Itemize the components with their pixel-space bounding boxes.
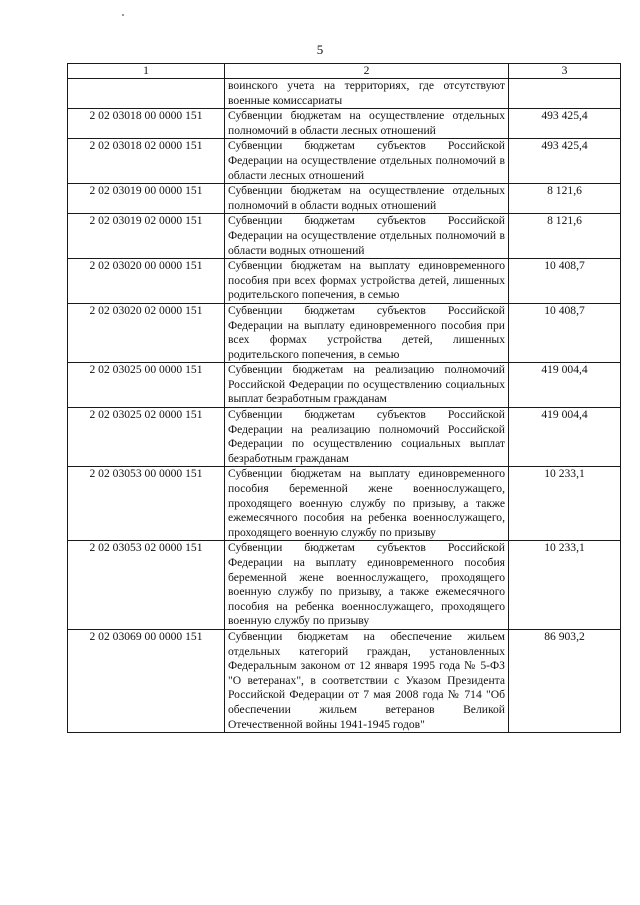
budget-subventions-table <box>67 63 621 733</box>
table-row <box>68 467 621 541</box>
amount-cell: 10 408,7 <box>509 259 621 304</box>
scan-speck <box>122 14 124 16</box>
table-row <box>68 363 621 408</box>
amount-cell: 10 233,1 <box>509 467 621 541</box>
amount-cell <box>509 79 621 109</box>
table-body <box>68 79 621 733</box>
amount-cell: 419 004,4 <box>509 363 621 408</box>
amount-cell: 86 903,2 <box>509 629 621 732</box>
description-cell: Субвенции бюджетам субъектов Российской Федерации на осуществление отдельных полномочий в области лесных отношений <box>225 139 509 184</box>
budget-code-cell: 2 02 03025 00 0000 151 <box>68 363 225 408</box>
budget-code-cell: 2 02 03018 02 0000 151 <box>68 139 225 184</box>
amount-cell: 493 425,4 <box>509 109 621 139</box>
amount-cell: 10 233,1 <box>509 541 621 630</box>
description-cell: Субвенции бюджетам субъектов Российской Федерации на выплату единовременного пособия при всех формах устройства детей, лишенных родительского попечения, в семью <box>225 303 509 362</box>
table-row <box>68 109 621 139</box>
page-number: 5 <box>316 42 324 57</box>
table-row <box>68 408 621 467</box>
description-cell: Субвенции бюджетам субъектов Российской Федерации на осуществление отдельных полномочий в области водных отношений <box>225 214 509 259</box>
description-cell: Субвенции бюджетам на выплату единовременного пособия при всех формах устройства детей, лишенных родительского попечения, в семью <box>225 259 509 304</box>
description-cell: Субвенции бюджетам на обеспечение жильем отдельных категорий граждан, установленных Федеральным законом от 12 января 1995 года № 5-ФЗ "О ветеранах", в соответствии с Указом Президента Российской Федерации от 7 мая 2008 года № 714 "Об обеспечении жильем ветеранов Великой Отечественной войны 1941-1945 годов" <box>225 629 509 732</box>
table-header <box>68 64 621 79</box>
table-header-row <box>68 64 621 79</box>
description-cell: Субвенции бюджетам на выплату единовременного пособия беременной жене военнослужащего, проходящего военную службу по призыву, а также ежемесячного пособия на ребенка военнослужащего, проходящего военную службу по призыву <box>225 467 509 541</box>
budget-code-cell: 2 02 03018 00 0000 151 <box>68 109 225 139</box>
amount-cell: 8 121,6 <box>509 184 621 214</box>
budget-code-cell <box>68 79 225 109</box>
budget-code-cell: 2 02 03025 02 0000 151 <box>68 408 225 467</box>
column-header-description: 2 <box>225 64 509 79</box>
table-row <box>68 139 621 184</box>
column-header-code: 1 <box>68 64 225 79</box>
description-cell: Субвенции бюджетам на осуществление отдельных полномочий в области водных отношений <box>225 184 509 214</box>
description-cell: воинского учета на территориях, где отсутствуют военные комиссариаты <box>225 79 509 109</box>
description-cell: Субвенции бюджетам субъектов Российской Федерации на выплату единовременного пособия беременной жене военнослужащего, проходящего военную службу по призыву, а также ежемесячного пособия на ребенка военнослужащего, проходящего военную службу по призыву <box>225 541 509 630</box>
budget-code-cell: 2 02 03069 00 0000 151 <box>68 629 225 732</box>
column-header-amount: 3 <box>509 64 621 79</box>
table-row <box>68 79 621 109</box>
table-row <box>68 184 621 214</box>
amount-cell: 8 121,6 <box>509 214 621 259</box>
amount-cell: 493 425,4 <box>509 139 621 184</box>
budget-code-cell: 2 02 03053 00 0000 151 <box>68 467 225 541</box>
table-row <box>68 541 621 630</box>
budget-code-cell: 2 02 03019 00 0000 151 <box>68 184 225 214</box>
description-cell: Субвенции бюджетам на осуществление отдельных полномочий в области лесных отношений <box>225 109 509 139</box>
budget-code-cell: 2 02 03053 02 0000 151 <box>68 541 225 630</box>
table-row <box>68 303 621 362</box>
budget-code-cell: 2 02 03019 02 0000 151 <box>68 214 225 259</box>
table-row <box>68 214 621 259</box>
table-row <box>68 629 621 732</box>
budget-code-cell: 2 02 03020 00 0000 151 <box>68 259 225 304</box>
description-cell: Субвенции бюджетам на реализацию полномочий Российской Федерации по осуществлению социальных выплат безработным гражданам <box>225 363 509 408</box>
description-cell: Субвенции бюджетам субъектов Российской Федерации на реализацию полномочий Российской Федерации по осуществлению социальных выплат безработным гражданам <box>225 408 509 467</box>
amount-cell: 419 004,4 <box>509 408 621 467</box>
table-row <box>68 259 621 304</box>
budget-code-cell: 2 02 03020 02 0000 151 <box>68 303 225 362</box>
amount-cell: 10 408,7 <box>509 303 621 362</box>
